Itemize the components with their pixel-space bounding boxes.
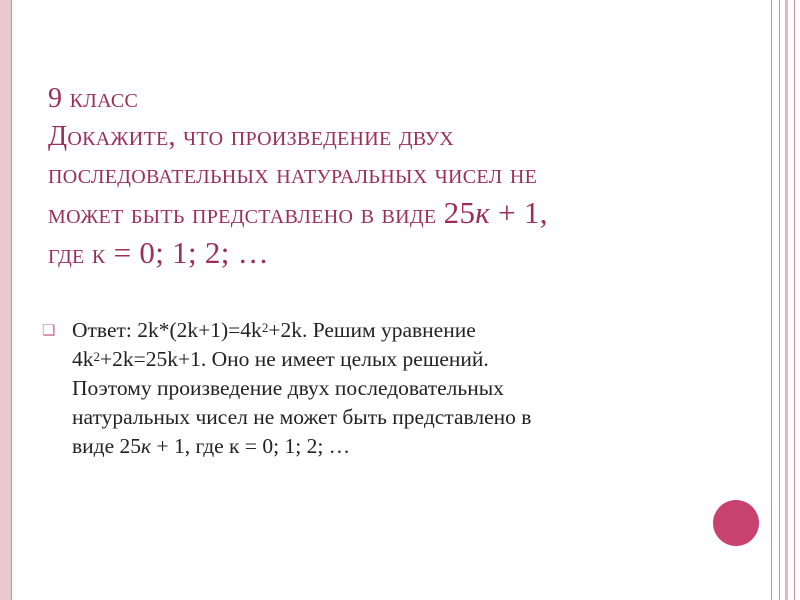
- title-line-grade: 9 класс: [48, 83, 139, 114]
- right-border-band: [785, 0, 788, 600]
- right-border-line: [771, 0, 772, 600]
- answer-variable: к: [141, 434, 152, 458]
- answer-line-5-a: виде 25: [72, 434, 142, 458]
- title-line-3: последовательных натуральных чисел не: [48, 159, 538, 190]
- title-expr-tail: + 1,: [490, 195, 548, 230]
- title-line-5-text: где к: [48, 239, 106, 270]
- title-line-4-text: может быть представлено в виде: [48, 199, 444, 230]
- answer-line-2-b: +2k=25k+1. Оно не имеет целых решений.: [100, 347, 489, 371]
- answer-line-3: Поэтому произведение двух последовательных: [72, 376, 504, 400]
- decorative-circle: [713, 500, 759, 546]
- answer-superscript: 2: [261, 320, 269, 335]
- title-line-2: Докажите, что произведение двух: [48, 121, 455, 152]
- answer-line-5-b: + 1, где к = 0; 1; 2; …: [151, 434, 351, 458]
- title-expr-number: 25: [443, 195, 476, 230]
- title-line-5: [48, 234, 668, 274]
- left-border-decoration: [0, 0, 11, 600]
- right-border-line: [794, 0, 795, 600]
- answer-line-1-a: Ответ: 2k*(2k+1)=4k: [72, 318, 262, 342]
- answer-line-5: [72, 432, 672, 461]
- title-line-4: [48, 194, 668, 234]
- bullet-square-icon: ❏: [42, 323, 56, 339]
- answer-line-1-b: +2k. Решим уравнение: [268, 318, 476, 342]
- answer-line-4: натуральных чисел не может быть представлено в: [72, 405, 532, 429]
- answer-line-2: [72, 345, 672, 374]
- answer-text: [72, 316, 672, 461]
- answer-line-1: [72, 316, 672, 345]
- right-border-line: [779, 0, 780, 600]
- left-border-line: [11, 0, 12, 600]
- slide-title: [48, 80, 668, 274]
- title-expr-variable: к: [475, 195, 491, 230]
- answer-line-2-a: 4k: [72, 347, 94, 371]
- right-border-decoration: [771, 0, 800, 600]
- title-line-5-values: = 0; 1; 2; …: [105, 235, 269, 270]
- answer-superscript: 2: [93, 349, 100, 364]
